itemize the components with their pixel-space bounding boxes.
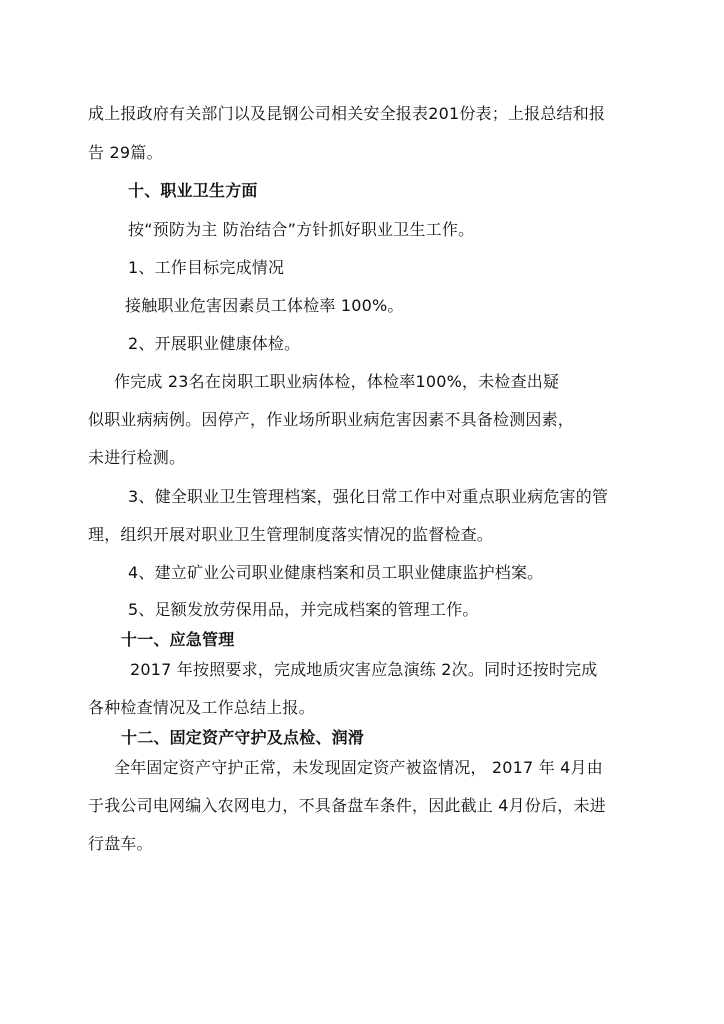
paragraph-line: 按“预防为主 防治结合”方针抓好职业卫生工作。 [128, 220, 475, 239]
paragraph-line: 接触职业危害因素员工体检率 100%。 [125, 296, 404, 315]
paragraph-line: 各种检查情况及工作总结上报。 [88, 698, 315, 717]
list-item: 5、足额发放劳保用品，并完成档案的管理工作。 [128, 600, 479, 619]
list-item: 2、开展职业健康体检。 [128, 334, 301, 353]
paragraph-line: 作完成 23名在岗职工职业病体检，体检率100%，未检查出疑 [114, 372, 560, 391]
section-heading: 十一、应急管理 [121, 630, 235, 649]
section-heading: 十、职业卫生方面 [128, 181, 258, 200]
paragraph-line: 2017 年按照要求，完成地质灾害应急演练 2次。同时还按时完成 [130, 660, 598, 679]
paragraph-line: 似职业病病例。因停产，作业场所职业病危害因素不具备检测因素， [88, 410, 575, 429]
list-item: 3、健全职业卫生管理档案，强化日常工作中对重点职业病危害的管 [128, 487, 609, 506]
paragraph-line: 成上报政府有关部门以及昆钢公司相关安全报表201份表；上报总结和报 [88, 104, 606, 123]
paragraph-line: 全年固定资产守护正常，未发现固定资产被盗情况， 2017 年 4月由 [114, 758, 603, 777]
paragraph-line: 理，组织开展对职业卫生管理制度落实情况的监督检查。 [88, 525, 494, 544]
paragraph-line: 告 29篇。 [88, 143, 163, 162]
list-item: 1、工作目标完成情况 [128, 258, 285, 277]
paragraph-line: 于我公司电网编入农网电力，不具备盘车条件，因此截止 4月份后，未进 [88, 796, 606, 815]
paragraph-line: 行盘车。 [88, 834, 153, 853]
paragraph-line: 未进行检测。 [88, 448, 186, 467]
section-heading: 十二、固定资产守护及点检、润滑 [121, 728, 365, 747]
list-item: 4、建立矿业公司职业健康档案和员工职业健康监护档案。 [128, 563, 544, 582]
